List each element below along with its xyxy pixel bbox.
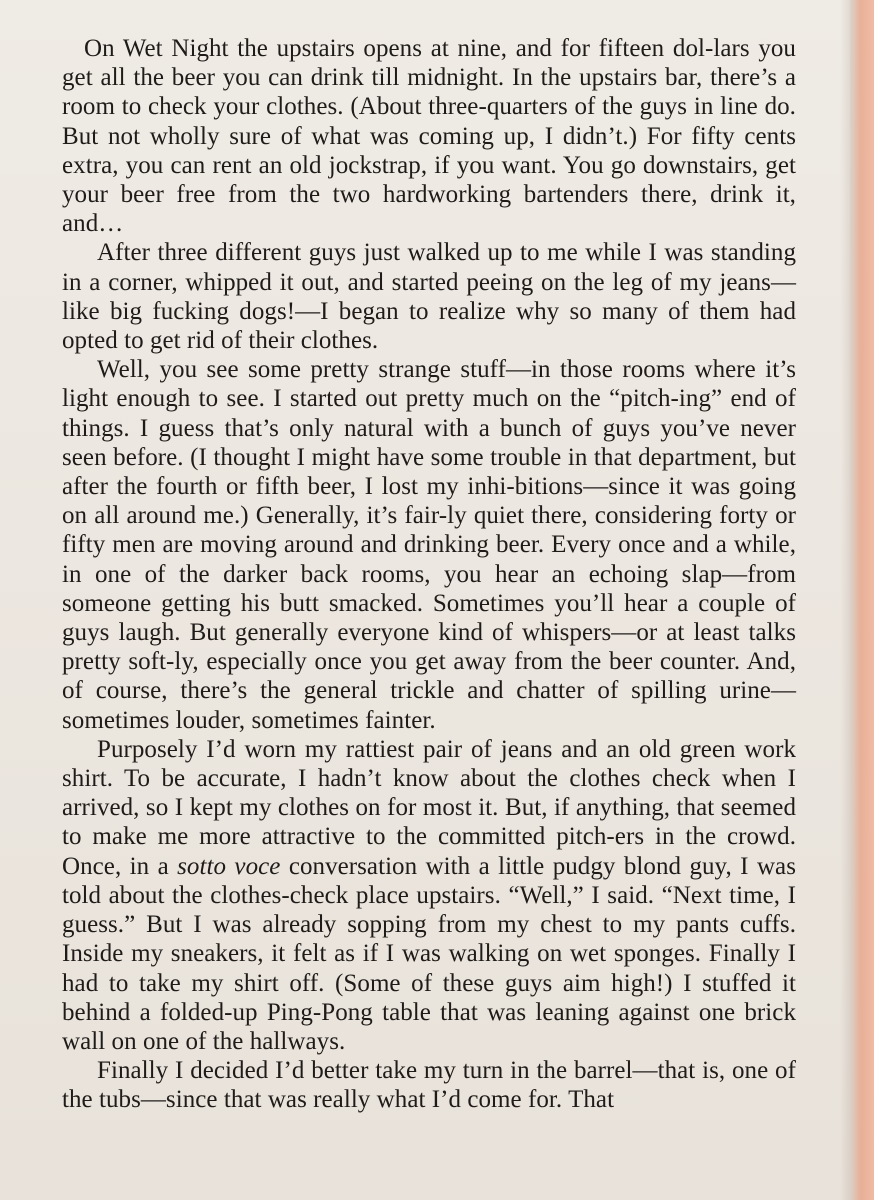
paragraph-1-text: On Wet Night the upstairs opens at nine, and for fifteen dol-lars you get all the beer you can drink till midnight. In the upstairs bar, there’s a room to check your clothes. (About three-quarters of the guys in line do. But not wholly sure of what was coming up, I didn’t.) For fifty cents extra, you can rent an old jockstrap, if you want. You go downstairs, get your beer free from the two hardworking bartenders there, drink it, and… (62, 35, 796, 238)
page-edge-shadow (840, 0, 850, 1200)
paragraph-4-italic-phrase: sotto voce (177, 852, 281, 880)
page-text (62, 34, 796, 1115)
adjacent-page-edge (850, 0, 874, 1200)
paragraph-3 (62, 355, 796, 735)
paragraph-1 (62, 34, 796, 238)
paragraph-5-text: Finally I decided I’d better take my turn in the barrel—that is, one of the tubs—since that was really what I’d come for. That (62, 1057, 796, 1114)
paragraph-2-text: After three different guys just walked up to me while I was standing in a corner, whipped it out, and started peeing on the leg of my jeans—like big fucking dogs!—I began to realize why so many of them had opted to get rid of their clothes. (62, 239, 796, 355)
paragraph-3-text: Well, you see some pretty strange stuff—in those rooms where it’s light enough to see. I started out pretty much on the “pitch-ing” end of things. I guess that’s only natural with a bunch of guys you’ve never seen before. (I thought I might have some trouble in that department, but after the fourth or fifth beer, I lost my inhi-bitions—since it was going on all around me.) Generally, it’s fair-ly quiet there, considering forty or fifty men are moving around and drinking beer. Every once and a while, in one of the darker back rooms, you hear an echoing slap—from someone getting his butt smacked. Sometimes you’ll hear a couple of guys laugh. But generally everyone kind of whispers—or at least talks pretty soft-ly, especially once you get away from the beer counter. And, of course, there’s the general trickle and chatter of spilling urine—sometimes louder, sometimes fainter. (62, 356, 796, 734)
paragraph-4 (62, 735, 796, 1056)
paragraph-4-text-end: conversation with a little pudgy blond guy, I was told about the clothes-check place upstairs. “Well,” I said. “Next time, I guess.” But I was already sopping from my chest to my pants cuffs. Inside my sneakers, it felt as if I was walking on wet sponges. Finally I had to take my shirt off. (Some of these guys aim high!) I stuffed it behind a folded-up Ping-Pong table that was leaning against one brick wall on one of the hallways. (62, 852, 796, 1055)
paragraph-5 (62, 1056, 796, 1114)
paragraph-4-text-start: Purposely I’d worn my rattiest pair of jeans and an old green work shirt. To be accurate, I hadn’t know about the clothes check when I arrived, so I kept my clothes on for most it. But, if anything, that seemed to make me more attractive to the committed pitch-ers in the crowd. Once, in a (62, 735, 796, 880)
paragraph-2 (62, 238, 796, 355)
